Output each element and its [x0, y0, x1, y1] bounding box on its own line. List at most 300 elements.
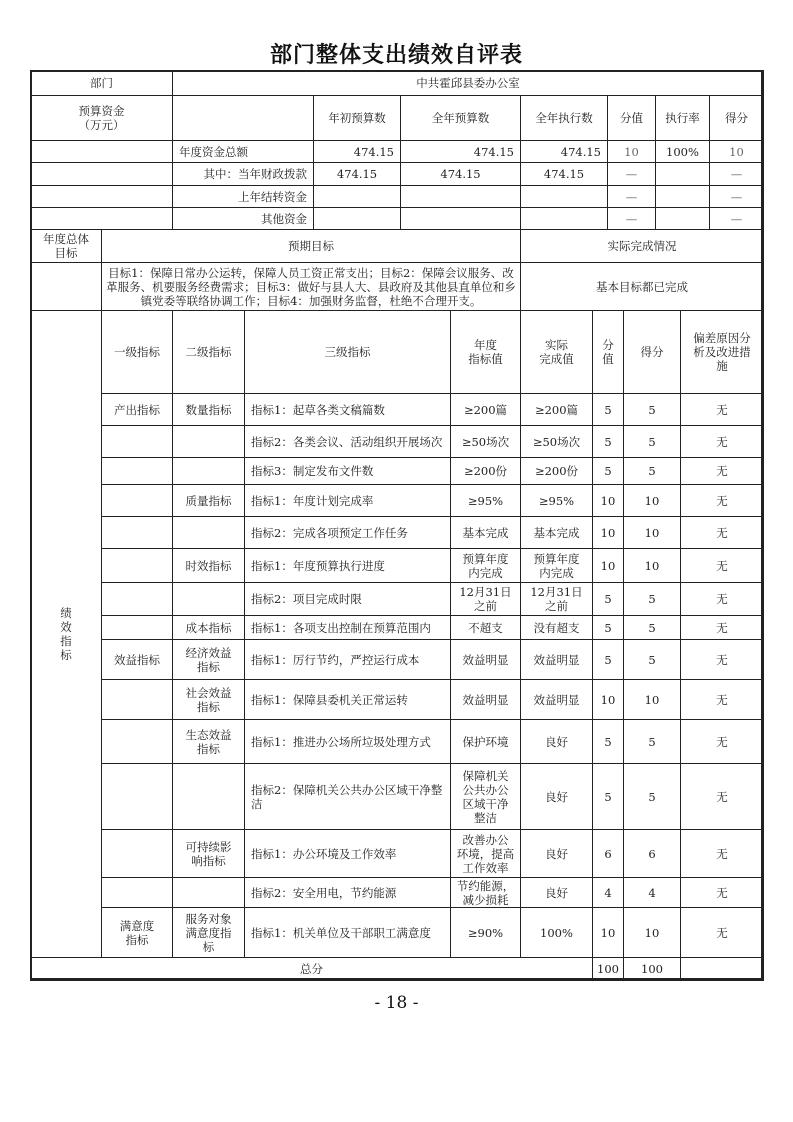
indicator-l2	[172, 829, 245, 878]
indicator-actual	[520, 457, 593, 485]
expected-text	[101, 262, 521, 311]
indicator-l2-text: 可持续影 响指标	[185, 839, 232, 868]
indicator-score-text: 10	[644, 558, 660, 573]
indicator-actual-text: 效益明显	[533, 692, 580, 707]
budget-row-label-text: 其他资金	[261, 211, 307, 226]
page-title: 部门整体支出绩效自评表	[269, 42, 523, 68]
indicator-target	[450, 907, 521, 958]
budget-initial	[313, 162, 401, 186]
indicator-l1	[101, 582, 173, 616]
indicator-reason	[680, 484, 764, 517]
indicator-target	[450, 425, 521, 458]
indicator-l1	[101, 877, 173, 908]
indicator-weight-text: 10	[600, 525, 616, 540]
indicator-score	[623, 582, 681, 616]
actual-text-text: 基本目标都已完成	[596, 279, 688, 294]
indicator-score	[623, 484, 681, 517]
budget-executed	[520, 207, 608, 230]
budget-rate	[655, 162, 710, 186]
indicator-reason	[680, 615, 764, 640]
indicator-l2	[172, 907, 245, 958]
budget-row-label	[172, 185, 314, 208]
indicator-actual	[520, 516, 593, 549]
budget-col-header	[655, 95, 710, 141]
indicator-l2-text: 经济效益 指标	[185, 645, 232, 674]
indicator-weight	[592, 516, 624, 549]
indicator-l3	[244, 484, 451, 517]
indicator-l1	[101, 615, 173, 640]
indicator-target	[450, 516, 521, 549]
budget-rate	[655, 140, 710, 163]
indicator-target-text: 效益明显	[462, 692, 509, 707]
indicator-target-text: 12月31日 之前	[459, 585, 512, 613]
total-label-text: 总分	[300, 962, 323, 976]
budget-score_value-text: 10	[624, 144, 639, 159]
indicator-score	[623, 615, 681, 640]
indicator-header	[450, 310, 521, 394]
indicator-score	[623, 425, 681, 458]
indicator-reason-text: 无	[716, 734, 728, 749]
indicator-score	[623, 763, 681, 830]
indicator-weight	[592, 484, 624, 517]
budget-row-label	[172, 162, 314, 186]
indicator-score	[623, 877, 681, 908]
indicator-score-text: 5	[648, 789, 656, 804]
indicator-target-text: 保护环境	[462, 734, 509, 749]
indicator-reason	[680, 393, 764, 426]
indicator-actual	[520, 877, 593, 908]
indicator-weight-text: 5	[604, 620, 612, 635]
indicator-l3	[244, 582, 451, 616]
indicator-score	[623, 719, 681, 764]
indicator-reason-text: 无	[716, 558, 728, 573]
indicator-weight	[592, 457, 624, 485]
indicator-l1-text: 效益指标	[114, 652, 160, 667]
budget-score_value-text: —	[625, 211, 638, 226]
indicator-header	[101, 310, 173, 394]
indicator-reason	[680, 907, 764, 958]
indicator-l1-text: 满意度 指标	[119, 918, 155, 947]
indicator-weight	[592, 907, 624, 958]
indicator-l1	[101, 484, 173, 517]
budget-initial-text: 474.15	[353, 144, 394, 159]
indicator-l3	[244, 907, 451, 958]
indicator-actual	[520, 582, 593, 616]
indicator-header-text: 得分	[640, 345, 664, 359]
indicator-target-text: 不超支	[468, 620, 503, 635]
indicator-actual-text: 没有超支	[533, 620, 580, 635]
indicator-l3	[244, 393, 451, 426]
indicator-reason	[680, 516, 764, 549]
budget-row-label-text: 其中：当年财政拨款	[203, 167, 307, 181]
indicator-target	[450, 719, 521, 764]
indicator-weight-text: 6	[604, 846, 612, 861]
indicator-l3-text: 指标1：年度预算执行进度	[251, 558, 385, 573]
budget-executed	[520, 140, 608, 163]
budget-blank-header	[172, 95, 314, 141]
indicator-l2	[172, 615, 245, 640]
indicator-target-text: 节约能源， 减少损耗	[456, 878, 515, 907]
indicator-weight	[592, 548, 624, 583]
budget-score_value	[607, 207, 656, 230]
budget-label	[30, 95, 173, 141]
indicator-weight-text: 5	[604, 652, 612, 667]
budget-row-label	[172, 140, 314, 163]
indicators-section-label-text: 绩 效 指 标	[60, 606, 72, 662]
budget-annual	[400, 140, 521, 163]
budget-score	[709, 207, 764, 230]
indicator-target	[450, 484, 521, 517]
indicator-weight	[592, 679, 624, 720]
indicator-header	[172, 310, 245, 394]
indicator-score	[623, 829, 681, 878]
indicator-actual-text: 预算年度 内完成	[533, 551, 580, 580]
indicator-header	[592, 310, 624, 394]
actual-header	[520, 229, 764, 263]
indicator-actual	[520, 484, 593, 517]
indicator-reason	[680, 877, 764, 908]
indicator-l2	[172, 679, 245, 720]
actual-header-text: 实际完成情况	[607, 239, 677, 253]
budget-initial-text: 474.15	[336, 167, 378, 181]
indicator-target-text: ≥200篇	[463, 402, 508, 417]
indicator-l2	[172, 548, 245, 583]
indicator-l2	[172, 763, 245, 830]
budget-col-header-text: 全年预算数	[431, 111, 490, 125]
indicator-weight	[592, 877, 624, 908]
indicator-weight-text: 5	[604, 734, 612, 749]
indicator-reason	[680, 719, 764, 764]
indicator-actual	[520, 907, 593, 958]
indicator-l3-text: 指标1：厉行节约，严控运行成本	[251, 652, 420, 667]
indicator-reason-text: 无	[716, 885, 728, 900]
budget-annual	[400, 162, 521, 186]
indicator-l3	[244, 615, 451, 640]
indicator-l3	[244, 516, 451, 549]
actual-text	[520, 262, 764, 311]
indicator-score	[623, 907, 681, 958]
indicator-target	[450, 679, 521, 720]
indicator-l1	[101, 457, 173, 485]
indicator-score-text: 5	[648, 592, 656, 606]
indicator-l3-text: 指标2：完成各项预定工作任务	[251, 525, 408, 540]
budget-col-header-text: 执行率	[665, 111, 700, 125]
indicator-actual	[520, 548, 593, 583]
indicator-weight	[592, 615, 624, 640]
budget-initial	[313, 185, 401, 208]
indicator-reason-text: 无	[716, 652, 728, 667]
budget-executed-text: 474.15	[560, 144, 601, 159]
indicator-target	[450, 582, 521, 616]
total-weight	[592, 957, 624, 981]
indicator-actual-text: 良好	[545, 789, 568, 804]
budget-col-header	[520, 95, 608, 141]
budget-score	[709, 185, 764, 208]
budget-col-header	[709, 95, 764, 141]
indicator-l3-text: 指标1：年度计划完成率	[251, 493, 374, 508]
indicator-reason-text: 无	[716, 493, 728, 508]
indicator-actual	[520, 639, 593, 680]
indicator-header-text: 二级指标	[185, 345, 232, 359]
indicator-target-text: ≥50场次	[461, 434, 510, 449]
indicator-l1	[101, 719, 173, 764]
indicator-target	[450, 829, 521, 878]
indicator-weight	[592, 582, 624, 616]
indicator-score-text: 5	[648, 434, 656, 449]
indicator-target-text: 改善办公 环境，提高 工作效率	[456, 832, 515, 875]
indicator-weight-text: 10	[600, 493, 616, 508]
indicator-header-text: 实际 完成值	[539, 338, 574, 366]
indicator-target	[450, 457, 521, 485]
indicator-weight-text: 10	[600, 925, 616, 940]
indicator-l1	[101, 425, 173, 458]
goals-blank	[30, 262, 102, 311]
indicator-actual-text: ≥50场次	[532, 434, 581, 449]
indicator-l2-text: 数量指标	[185, 402, 232, 417]
indicator-weight-text: 5	[604, 592, 612, 606]
indicator-weight-text: 10	[600, 692, 616, 707]
budget-label-text: 预算资金 （万元）	[78, 104, 125, 132]
indicator-reason	[680, 679, 764, 720]
indicator-score-text: 5	[648, 734, 656, 749]
indicator-actual-text: 效益明显	[533, 652, 580, 667]
indicator-target-text: 效益明显	[462, 652, 509, 667]
indicator-target	[450, 877, 521, 908]
indicator-l3-text: 指标1：保障县委机关正常运转	[251, 692, 408, 707]
indicator-reason-text: 无	[716, 692, 728, 707]
budget-row-label-text: 上年结转资金	[238, 189, 307, 204]
indicator-header	[244, 310, 451, 394]
dept-value-text: 中共霍邱县委办公室	[416, 76, 520, 90]
indicator-actual	[520, 393, 593, 426]
budget-row-blank	[30, 185, 173, 208]
indicator-weight-text: 5	[604, 402, 612, 417]
indicator-reason	[680, 763, 764, 830]
indicator-header-text: 年度 指标值	[468, 338, 503, 366]
total-label	[30, 957, 593, 981]
indicator-score	[623, 639, 681, 680]
indicator-score	[623, 679, 681, 720]
indicator-l1-text: 产出指标	[114, 402, 160, 417]
indicator-score-text: 6	[648, 846, 656, 861]
budget-score-text: 10	[729, 144, 744, 159]
indicator-actual	[520, 719, 593, 764]
indicator-weight-text: 5	[604, 789, 612, 804]
indicator-reason	[680, 457, 764, 485]
indicator-weight	[592, 393, 624, 426]
indicator-header-text: 偏差原因分 析及改进措 施	[693, 331, 751, 373]
indicator-score	[623, 457, 681, 485]
budget-row-blank	[30, 140, 173, 163]
indicator-reason-text: 无	[716, 592, 728, 606]
dept-value	[172, 70, 764, 96]
budget-score_value	[607, 185, 656, 208]
indicator-target-text: ≥200份	[463, 464, 508, 478]
budget-row-label	[172, 207, 314, 230]
budget-score-text: —	[730, 189, 743, 204]
indicator-reason	[680, 425, 764, 458]
indicator-actual	[520, 829, 593, 878]
indicator-l3	[244, 763, 451, 830]
indicator-reason-text: 无	[716, 789, 728, 804]
indicator-l2-text: 生态效益 指标	[185, 727, 232, 756]
budget-initial	[313, 140, 401, 163]
indicator-header	[623, 310, 681, 394]
indicator-score-text: 10	[644, 925, 660, 940]
indicator-l3	[244, 425, 451, 458]
indicator-l2	[172, 639, 245, 680]
indicator-l1	[101, 907, 173, 958]
budget-rate	[655, 185, 710, 208]
indicator-weight	[592, 639, 624, 680]
indicator-target-text: 保障机关 公共办公 区域干净 整洁	[462, 768, 509, 825]
budget-executed	[520, 162, 608, 186]
indicator-score-text: 5	[648, 402, 656, 417]
indicator-actual-text: 基本完成	[533, 525, 580, 540]
indicator-l3-text: 指标3：制定发布文件数	[251, 464, 374, 478]
budget-row-label-text: 年度资金总额	[179, 144, 248, 159]
indicator-header	[520, 310, 593, 394]
budget-initial	[313, 207, 401, 230]
goals-section-label	[30, 229, 102, 263]
indicator-target-text: ≥95%	[467, 493, 504, 508]
indicator-score-text: 5	[648, 620, 656, 635]
indicator-l1	[101, 679, 173, 720]
indicator-l2	[172, 393, 245, 426]
indicator-l3-text: 指标2：保障机关公共办公区域干净整洁	[251, 782, 443, 811]
indicator-l3	[244, 457, 451, 485]
budget-col-header-text: 分值	[620, 111, 643, 125]
indicator-actual-text: 100%	[540, 925, 573, 940]
indicator-target	[450, 763, 521, 830]
indicator-actual-text: 良好	[545, 846, 568, 861]
indicator-l2	[172, 719, 245, 764]
indicator-weight	[592, 829, 624, 878]
indicator-score-text: 10	[644, 525, 660, 540]
indicator-target	[450, 615, 521, 640]
indicator-target	[450, 548, 521, 583]
indicator-target-text: 预算年度 内完成	[462, 551, 509, 580]
indicator-actual	[520, 679, 593, 720]
indicator-reason-text: 无	[716, 402, 728, 417]
dept-label	[30, 70, 173, 96]
indicator-l1	[101, 548, 173, 583]
budget-score_value-text: —	[625, 189, 638, 204]
indicator-l1	[101, 763, 173, 830]
indicator-weight	[592, 763, 624, 830]
indicator-weight-text: 4	[604, 885, 612, 900]
expected-header	[101, 229, 521, 263]
indicator-l2	[172, 582, 245, 616]
goals-section-label-text: 年度总体 目标	[43, 232, 89, 260]
indicator-actual	[520, 425, 593, 458]
indicator-target	[450, 639, 521, 680]
indicator-l2-text: 成本指标	[185, 620, 232, 635]
indicator-l2	[172, 457, 245, 485]
budget-score	[709, 162, 764, 186]
indicator-reason	[680, 639, 764, 680]
indicator-actual-text: 良好	[545, 885, 568, 900]
indicator-actual-text: ≥200份	[534, 464, 579, 478]
budget-rate	[655, 207, 710, 230]
indicators-section-label	[30, 310, 102, 958]
indicator-actual	[520, 763, 593, 830]
total-reason	[680, 957, 764, 981]
indicator-score	[623, 393, 681, 426]
indicator-weight-text: 10	[600, 558, 616, 573]
indicator-l3	[244, 639, 451, 680]
total-weight-text: 100	[597, 962, 619, 976]
indicator-score-text: 4	[648, 885, 656, 900]
indicator-l2	[172, 425, 245, 458]
expected-text-text: 目标1：保障日常办公运转，保障人员工资正常支出；目标2：保障会议服务、改革服务、机要服务经费需求；目标3：做好与县人大、县政府及其他县直单位和乡镇党委等联络协调工作；目标4：加强财务监督，杜绝不合理开支。	[106, 265, 516, 308]
indicator-score-text: 5	[648, 652, 656, 667]
indicator-score-text: 5	[648, 464, 656, 478]
indicator-reason	[680, 829, 764, 878]
indicator-l3-text: 指标1：起草各类文稿篇数	[251, 402, 385, 417]
budget-col-header-text: 年初预算数	[328, 111, 386, 125]
budget-col-header	[400, 95, 521, 141]
indicator-score-text: 10	[644, 692, 660, 707]
indicator-l3-text: 指标1：机关单位及干部职工满意度	[251, 925, 431, 940]
expected-header-text: 预期目标	[288, 239, 334, 253]
indicator-l2-text: 时效指标	[185, 558, 232, 573]
budget-annual-text: 474.15	[473, 144, 514, 159]
indicator-l2	[172, 877, 245, 908]
page-number: - 18 -	[374, 993, 419, 1013]
indicator-reason-text: 无	[716, 620, 728, 635]
dept-label-text: 部门	[90, 76, 113, 90]
indicator-actual-text: ≥200篇	[534, 402, 579, 417]
budget-rate-text: 100%	[666, 144, 699, 159]
budget-score	[709, 140, 764, 163]
indicator-weight	[592, 425, 624, 458]
indicator-reason	[680, 548, 764, 583]
indicator-l3-text: 指标1：办公环境及工作效率	[251, 846, 397, 861]
budget-score_value	[607, 140, 656, 163]
indicator-weight-text: 5	[604, 434, 612, 449]
indicator-l2-text: 质量指标	[185, 493, 232, 508]
indicator-reason-text: 无	[716, 925, 728, 940]
budget-row-blank	[30, 207, 173, 230]
indicator-weight	[592, 719, 624, 764]
indicator-header	[680, 310, 764, 394]
indicator-l1	[101, 393, 173, 426]
indicator-l3-text: 指标1：各项支出控制在预算范围内	[251, 620, 431, 635]
budget-col-header-text: 全年执行数	[535, 111, 593, 125]
budget-score-text: —	[730, 211, 743, 226]
budget-executed	[520, 185, 608, 208]
indicator-actual-text: 12月31日 之前	[530, 585, 583, 613]
indicator-l2	[172, 516, 245, 549]
indicator-reason	[680, 582, 764, 616]
indicator-l3	[244, 877, 451, 908]
indicator-reason-text: 无	[716, 525, 728, 540]
indicator-reason-text: 无	[716, 434, 728, 449]
budget-col-header	[607, 95, 656, 141]
indicator-actual-text: ≥95%	[538, 493, 575, 508]
indicator-l3-text: 指标1：推进办公场所垃圾处理方式	[251, 734, 431, 749]
indicator-l1	[101, 829, 173, 878]
budget-score_value-text: —	[625, 167, 638, 181]
indicator-l2	[172, 484, 245, 517]
indicator-target-text: ≥90%	[467, 925, 504, 940]
indicator-l2-text: 社会效益 指标	[185, 685, 232, 714]
indicator-actual-text: 良好	[545, 734, 568, 749]
indicator-l3-text: 指标2：项目完成时限	[251, 592, 362, 606]
budget-annual	[400, 185, 521, 208]
indicator-target-text: 基本完成	[462, 525, 509, 540]
